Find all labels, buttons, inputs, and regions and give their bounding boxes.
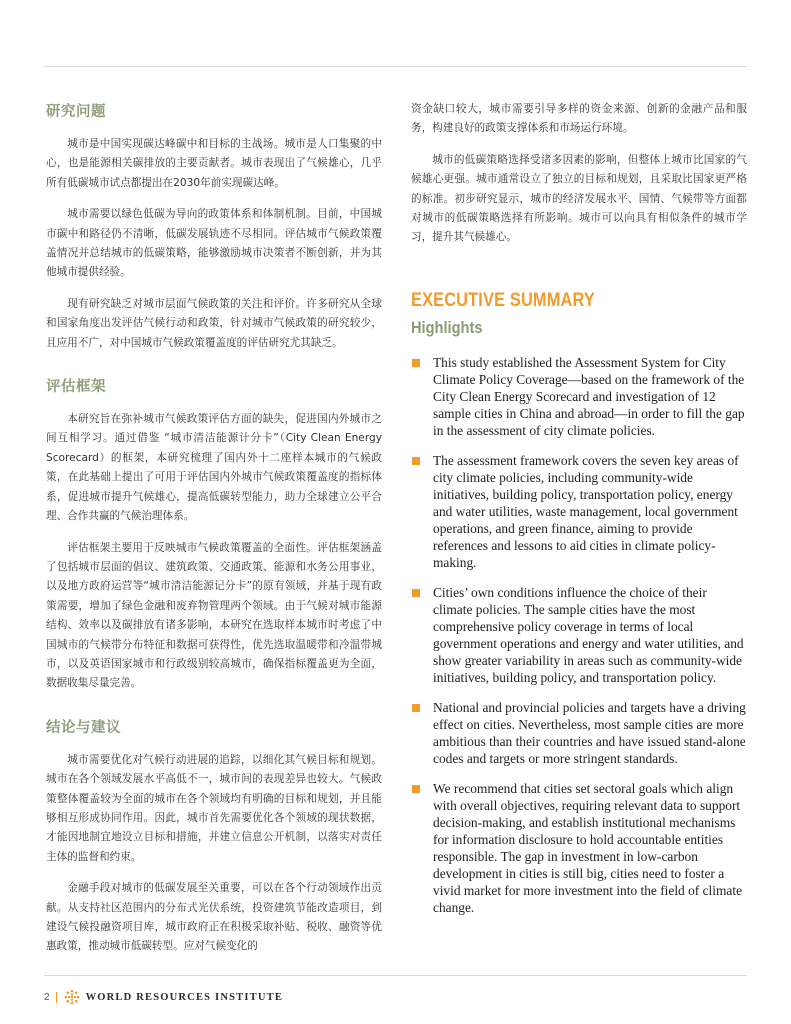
paragraph: 城市是中国实现碳达峰碳中和目标的主战场。城市是人口集聚的中心，也是能源相关碳排放的主要贡献者。城市表现出了气候雄心，几乎所有低碳城市试点都提出在2030年前实现碳达峰。 [46,138,382,189]
square-bullet-icon [412,589,420,597]
highlights-title: Highlights [411,317,483,337]
highlight-text: National and provincial policies and targets have a driving effect on cities. Nevertheless, most sample cities are more ambitious than their countries and have issued stand-alone codes and targets or more stringent standards. [433,699,746,766]
list-item [411,584,747,686]
left-column [46,100,382,969]
paragraph: 现有研究缺乏对城市层面气候政策的关注和评价。许多研究从全球和国家角度出发评估气候行动和政策，针对城市气候政策的研究较少，且应用不广，对中国城市气候政策覆盖度的评估研究尤其缺乏。 [46,297,382,349]
bottom-divider [44,975,747,976]
paragraph: 本研究旨在弥补城市气候政策评估方面的缺失，促进国内外城市之间互相学习。通过借鉴 “城市清洁能源计分卡”（City Clean Energy Scorecard）的框架，本研究梳理了国内外十二座样本城市的气候政策，在此基础上提出了可用于评估国内外城市气候政策覆盖度的指标体系，促进城市提升气候雄心，提高低碳转型能力，助力全球建立公平合理、合作共赢的气候治理体系。 [46,413,382,523]
section-title-research-question: 研究问题 [46,104,106,120]
page-footer [44,988,283,1006]
square-bullet-icon [412,785,420,793]
page-number: 2 [44,991,50,1003]
section-title-assessment-framework: 评估框架 [46,379,106,396]
list-item [411,452,747,571]
highlight-text: The assessment framework covers the seven key areas of city climate policies, including community-wide initiatives, building policy, transportation policy, energy and water utilities, waste management, local government operations, and green finance, aiming to provide references and lessons to aid cities in climate policy-making. [433,452,739,570]
square-bullet-icon [412,457,420,465]
right-column [411,100,747,929]
highlight-text: This study established the Assessment System for City Climate Policy Coverage—based on the framework of the City Clean Energy Scorecard and investigation of 12 sample cities in China and abroad—in order to fill the gap in the assessment of city climate policies. [433,354,745,438]
paragraph: 城市需要以绿色低碳为导向的政策体系和体制机制。目前，中国城市碳中和路径仍不清晰，低碳发展轨迹不尽相同。评估城市气候政策覆盖情况并总结城市的低碳策略，能够激励城市决策者不断创新，并为其他城市提供经验。 [46,208,382,279]
highlight-text: Cities’ own conditions influence the choice of their climate policies. The sample cities have the most comprehensive policy coverage in terms of local government operations and energy and water utilities, and show greater variability in areas such as community-wide initiatives, building policy, and transportation policy. [433,584,744,685]
wri-logo-icon [64,989,80,1005]
section-title-conclusions: 结论与建议 [46,719,121,736]
footer-separator [56,992,57,1003]
square-bullet-icon [412,359,420,367]
paragraph-continued: 资金缺口较大，城市需要引导多样的资金来源、创新的金融产品和服务，构建良好的政策支撑体系和市场运行环境。 [411,103,747,135]
organization-name: WORLD RESOURCES INSTITUTE [85,991,284,1003]
list-item [411,780,747,916]
list-item [411,354,747,439]
paragraph: 评估框架主要用于反映城市气候政策覆盖的全面性。评估框架涵盖了包括城市层面的倡议、建筑政策、交通政策、能源和水务公用事业，以及地方政府运营等“城市清洁能源记分卡”的原有领域，并基于现有政策需要，增加了绿色金融和废弃物管理两个领域。由于气候对城市能源结构、效率以及碳排放有诸多影响，本研究在选取样本城市时考虑了中国城市的气候带分布特征和数据可获得性，优先选取温暖带和冷温带城市，以及英语国家城市和行政级别较高城市，确保指标覆盖更为全面，数据收集尽量完善。 [46,541,382,690]
list-item [411,699,747,767]
top-divider [44,66,747,67]
paragraph: 城市需要优化对气候行动进展的追踪，以细化其气候目标和规划。城市在各个领域发展水平高低不一，城市间的表现差异也较大。气候政策整体覆盖较为全面的城市在各个领域均有明确的目标和规划，并且能够相互形成协同作用。因此，城市首先需要优化各个领域的现状数据，才能因地制宜地设立目标和措施，并建立信息公开机制，以落实对责任主体的监督和约束。 [46,753,382,863]
paragraph: 金融手段对城市的低碳发展至关重要，可以在各个行动领域作出贡献。从支持社区范围内的分布式光伏系统，投资建筑节能改造项目，到建设气候投融资项目库，城市政府正在积极采取补贴、税收、融资等优惠政策，推动城市低碳转型。应对气候变化的 [46,882,382,953]
square-bullet-icon [412,704,420,712]
executive-summary-title: EXECUTIVE SUMMARY [411,289,595,311]
paragraph: 城市的低碳策略选择受诸多因素的影响，但整体上城市比国家的气候雄心更强。城市通常设立了独立的目标和规划，且采取比国家更严格的标准。初步研究显示，城市的经济发展水平、国情、气候带等方面都对城市的低碳策略选择有所影响。城市可以向具有相似条件的城市学习，提升其气候雄心。 [411,153,747,244]
highlight-text: We recommend that cities set sectoral goals which align with overall objectives, requiring relevant data to support decision-making, and establish institutional mechanisms for information disclosure to hold accountable entities responsible. The gap in investment in low-carbon development in cities is still big, cities need to foster a vivid market for more investment into the field of climate change. [433,780,743,915]
highlights-list [411,354,747,916]
